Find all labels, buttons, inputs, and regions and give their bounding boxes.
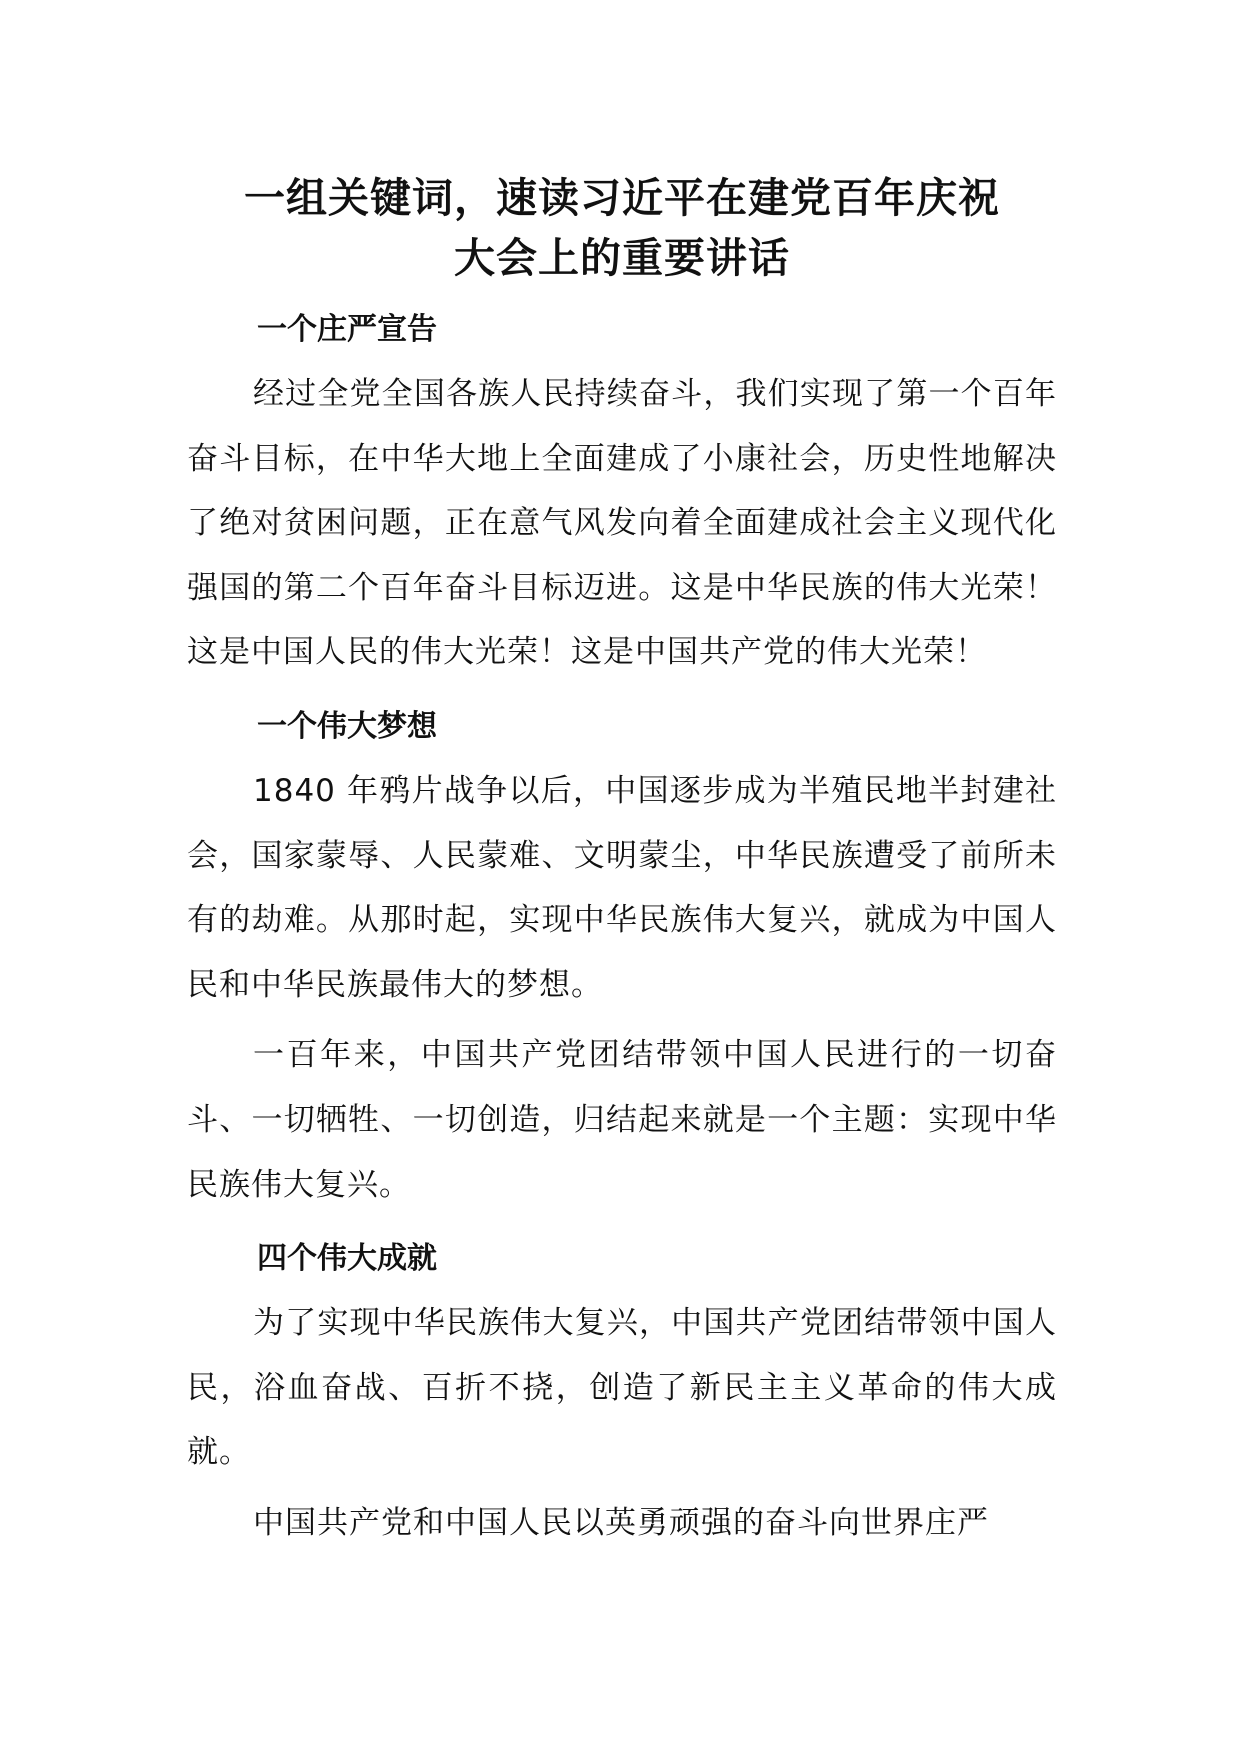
section-solemn-declaration: [187, 298, 1057, 685]
paragraph: 中国共产党和中国人民以英勇顽强的奋斗向世界庄严: [253, 1504, 989, 1541]
document-title: [187, 168, 1057, 288]
section-four-achievements: [187, 1227, 1057, 1555]
paragraph: 一百年来，中国共产党团结带领中国人民进行的一切奋斗、一切牺牲、一切创造，归结起来就是一个主题：实现中华民族伟大复兴。: [187, 1037, 1057, 1203]
section-heading: 一个庄严宣告: [257, 312, 437, 347]
title-line-2: 大会上的重要讲话: [454, 234, 790, 282]
section-heading: 四个伟大成就: [257, 1241, 437, 1277]
paragraph: 经过全党全国各族人民持续奋斗，我们实现了第一个百年奋斗目标，在中华大地上全面建成了小康社会，历史性地解决了绝对贫困问题，正在意气风发向着全面建成社会主义现代化强国的第二个百年奋斗目标迈进。这是中华民族的伟大光荣！这是中国人民的伟大光荣！这是中国共产党的伟大光荣！: [187, 376, 1057, 671]
title-line-1: 一组关键词，速读习近平在建党百年庆祝: [244, 174, 1000, 222]
section-great-dream: [187, 695, 1057, 1217]
document-page: [187, 168, 1057, 1556]
paragraph: 为了实现中华民族伟大复兴，中国共产党团结带领中国人民，浴血奋战、百折不挠，创造了新民主主义革命的伟大成就。: [187, 1305, 1057, 1471]
section-heading: 一个伟大梦想: [257, 708, 437, 744]
paragraph: 1840 年鸦片战争以后，中国逐步成为半殖民地半封建社会，国家蒙辱、人民蒙难、文明蒙尘，中华民族遭受了前所未有的劫难。从那时起，实现中华民族伟大复兴，就成为中国人民和中华民族最伟大的梦想。: [187, 772, 1057, 1003]
